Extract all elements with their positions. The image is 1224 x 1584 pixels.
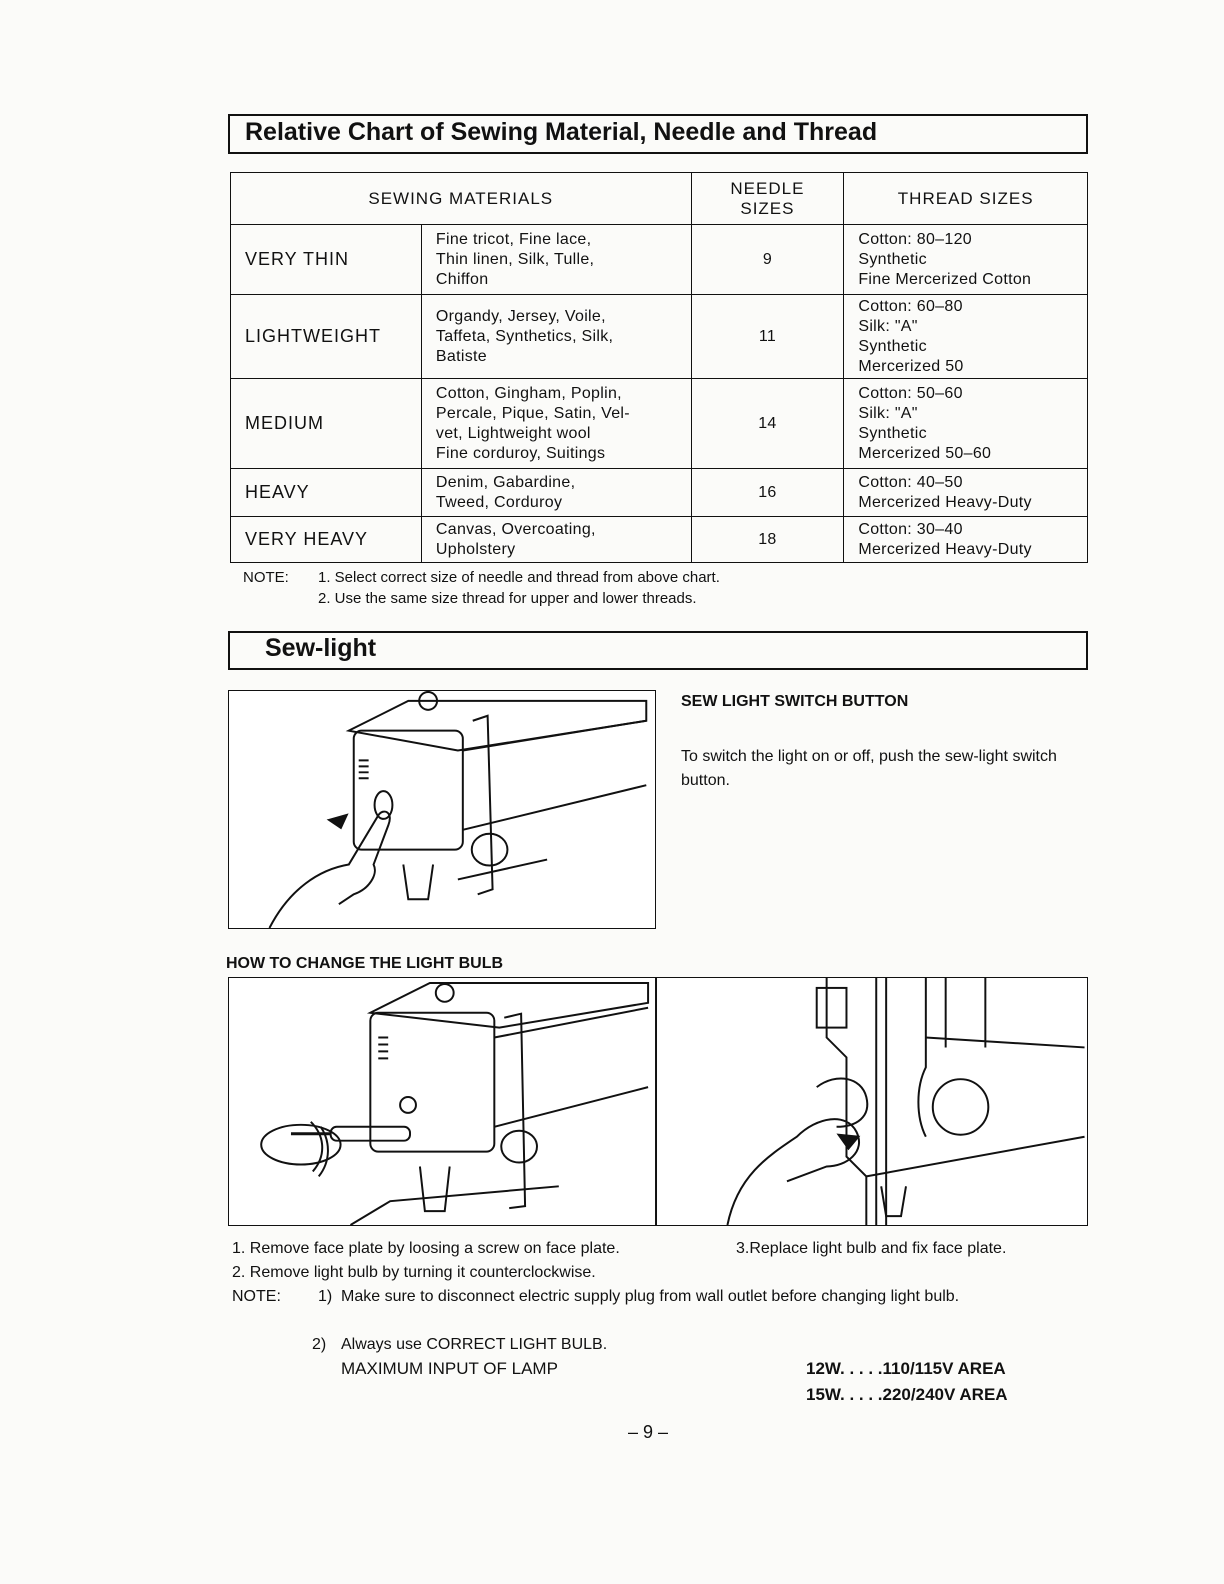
table-row: [231, 379, 1088, 469]
material-line: vet, Lightweight wool: [435, 424, 591, 442]
row-needle-size: 18: [691, 517, 844, 563]
material-line: Denim, Gabardine,: [435, 473, 576, 491]
bulb-note-2-number: 2): [312, 1336, 327, 1353]
row-category: HEAVY: [231, 469, 422, 517]
material-line: Taffeta, Synthetics, Silk,: [435, 327, 614, 345]
table-row: [231, 469, 1088, 517]
thread-line: Cotton: 80–120: [858, 230, 972, 248]
row-threads: [844, 469, 1088, 517]
thread-line: Silk: "A": [858, 404, 918, 422]
thread-line: Cotton: 60–80: [858, 297, 963, 315]
thread-line: Cotton: 50–60: [858, 384, 963, 402]
sewing-chart-table: [230, 172, 1088, 563]
bulb-note-2-text: Always use CORRECT LIGHT BULB.: [341, 1336, 608, 1353]
material-line: Cotton, Gingham, Poplin,: [435, 384, 622, 402]
row-materials: [421, 379, 691, 469]
thread-line: Mercerized Heavy-Duty: [858, 540, 1032, 558]
header-thread: THREAD SIZES: [844, 173, 1088, 225]
step-1: 1. Remove face plate by loosing a screw on face plate.: [232, 1240, 620, 1257]
thread-line: Synthetic: [858, 250, 927, 268]
row-threads: [844, 295, 1088, 379]
header-materials: SEWING MATERIALS: [231, 173, 692, 225]
material-line: Thin linen, Silk, Tulle,: [435, 250, 595, 268]
bulb-heading: HOW TO CHANGE THE LIGHT BULB: [226, 955, 504, 972]
thread-line: Mercerized Heavy-Duty: [858, 493, 1032, 511]
step-2: 2. Remove light bulb by turning it counterclockwise.: [232, 1264, 596, 1281]
sew-light-section-title: Sew-light: [265, 634, 377, 662]
thread-line: Cotton: 30–40: [858, 520, 963, 538]
row-threads: [844, 379, 1088, 469]
material-line: Canvas, Overcoating,: [435, 520, 596, 538]
chart-note-label: NOTE:: [243, 569, 289, 586]
row-needle-size: 16: [691, 469, 844, 517]
chart-note-2: 2. Use the same size thread for upper and lower threads.: [318, 590, 697, 607]
material-line: Batiste: [435, 347, 487, 365]
table-row: [231, 295, 1088, 379]
material-line: Upholstery: [435, 540, 516, 558]
table-row: [231, 517, 1088, 563]
lamp-spec-220v: 15W. . . . .220/240V AREA: [806, 1385, 1008, 1404]
row-materials: [421, 469, 691, 517]
header-needle-line1: NEEDLE: [730, 178, 805, 198]
row-needle-size: 11: [691, 295, 844, 379]
bulb-change-illustration: [228, 977, 1088, 1226]
material-line: Tweed, Corduroy: [435, 493, 563, 511]
header-needle: [691, 173, 844, 225]
sew-light-switch-illustration: [228, 690, 656, 929]
chart-note-1: 1. Select correct size of needle and thread from above chart.: [318, 569, 720, 586]
row-needle-size: 9: [691, 225, 844, 295]
lamp-spec-110v: 12W. . . . .110/115V AREA: [806, 1359, 1006, 1378]
bulb-note-label: NOTE:: [232, 1288, 281, 1305]
material-line: Fine corduroy, Suitings: [435, 444, 606, 462]
header-needle-line2: SIZES: [740, 198, 795, 218]
thread-line: Synthetic: [858, 337, 927, 355]
thread-line: Mercerized 50–60: [858, 444, 992, 462]
step-3: 3.Replace light bulb and fix face plate.: [736, 1240, 1007, 1257]
material-line: Chiffon: [435, 270, 489, 288]
thread-line: Cotton: 40–50: [858, 473, 963, 491]
bulb-note-1-number: 1): [318, 1288, 333, 1305]
chart-section-title: Relative Chart of Sewing Material, Needle and Thread: [245, 118, 878, 146]
bulb-note-1-text: Make sure to disconnect electric supply plug from wall outlet before changing light bulb.: [341, 1288, 960, 1305]
row-materials: [421, 295, 691, 379]
row-materials: [421, 517, 691, 563]
row-category: LIGHTWEIGHT: [231, 295, 422, 379]
thread-line: Synthetic: [858, 424, 927, 442]
row-materials: [421, 225, 691, 295]
row-threads: [844, 225, 1088, 295]
row-category: VERY THIN: [231, 225, 422, 295]
page-number: – 9 –: [628, 1422, 669, 1442]
row-needle-size: 14: [691, 379, 844, 469]
thread-line: Mercerized 50: [858, 357, 964, 375]
material-line: Organdy, Jersey, Voile,: [435, 307, 606, 325]
row-category: VERY HEAVY: [231, 517, 422, 563]
thread-line: Silk: "A": [858, 317, 918, 335]
thread-line: Fine Mercerized Cotton: [858, 270, 1032, 288]
material-line: Percale, Pique, Satin, Vel-: [435, 404, 630, 422]
row-category: MEDIUM: [231, 379, 422, 469]
switch-heading: SEW LIGHT SWITCH BUTTON: [681, 693, 909, 710]
row-threads: [844, 517, 1088, 563]
table-row: [231, 225, 1088, 295]
table-header-row: [231, 173, 1088, 225]
material-line: Fine tricot, Fine lace,: [435, 230, 592, 248]
switch-description: To switch the light on or off, push the sew-light switch button.: [681, 748, 1057, 789]
lamp-input-label: MAXIMUM INPUT OF LAMP: [341, 1359, 558, 1378]
